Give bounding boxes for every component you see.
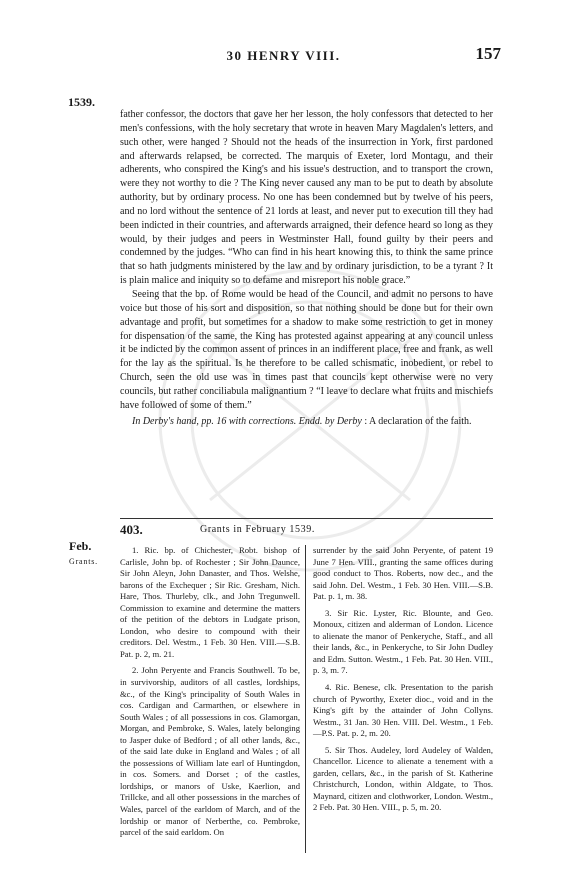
note-endorsement: Endd. by Derby [298,415,362,427]
entry-title: Grants in February 1539. [200,524,315,535]
main-text [120,108,493,428]
page-number: 157 [475,44,501,63]
grant-entry: 4. Ric. Benese, clk. Presentation to the parish church of Pyworthy, Exeter dioc., void and in the King's gift by the attainder of John Collyns. Westm., 31 Jan. 30 Hen. VIII. Del. Westm., 1 Feb.—P.S. Pat. p. 2, m. 20. [313,682,493,739]
entry-number: 403. [120,522,143,537]
paragraph: Seeing that the bp. of Rome would be head of the Council, and admit no persons to have voice but those of his sort and disposition, so that nothing should be done but for their own advantage and profit, but sometimes for a shadow to make some restriction to get in money for dispensation of the same, the King has protested against appearing at any council unless it be indicted by the common assent of princes in an indifferent place, free and frank, as well for the lay as the spiritual. Is he therefore to be called schismatic, inobedient, or rebel to Church, seen the old use was in times past that councils kept otherwise were no very councils, but rather conciliabula malignantium ? “I leave to declare what fruits and mischiefs have followed of some of them.” [120,288,493,411]
grant-entry: 2. John Peryente and Francis Southwell. To be, in survivorship, auditors of all castles, lordships, &c., of the King's principality of South Wales in cos. Cardigan and Carmarthen, or elsewhere in South Wales ; of all possessions in cos. Glamorgan, Morgan, and Pembroke, S. Wales, lately belonging to Jasper duke of Bedford ; of all other lands, &c., of the said late duke in England and Wales ; of all the possessions of William late earl of Huntingdon, in cos. Somers. and Dorset ; of the castles, lordships, or manors of Uske, Kaerlion, and Trillcke, and all other possessions in the marches of Wales, parcel of the earldom of March, and of the lordship or manor of Nerberthe, co. Pembroke, parcel of the said earldom. On [120,665,300,838]
column-divider [305,545,306,853]
grants-column-left [120,545,300,844]
running-head: 30 HENRY VIII. [226,48,341,63]
grant-entry: 1. Ric. bp. of Chichester, Robt. bishop of Carlisle, John bp. of Rochester ; Sir John Daunce, Sir John Aleyn, John Danaster, and Thos. Welshe, barons of the Exchequer ; Sir Ric. Gresham, Nich. Hare, Thos. Thurleby, clk., and John Tregunwell. Commission to examine and determine the matters of the petition of the debtors in Ludgate prison, London, who desire to compound with their creditors. Del. Westm., 1 Feb. 30 Hen. VIII.—S.B. Pat. p. 2, m. 21. [120,545,300,659]
grant-entry-continued: surrender by the said John Peryente, of patent 19 June 7 Hen. VIII., granting the same offices during good conduct to Thos. Roberts, now dec., and the said John. Del. Westm., 1 Feb. 30 Hen. VIII.—S.B. Pat. p. 1, m. 38. [313,545,493,602]
grants-column-right [313,545,493,819]
margin-year: 1539. [68,95,95,109]
margin-month: Feb. [69,539,92,553]
margin-section-label: Grants. [69,557,98,566]
grant-entry: 3. Sir Ric. Lyster, Ric. Blounte, and Geo. Monoux, citizen and alderman of London. Licence to alienate the manor of Penkeryche, Staff., and all their lands, &c., in Penkeryche, to Sir John Dudley and Edm. Sutton. Westm., 1 Feb. Pat. 30 Hen. VIII., p. 3, m. 7. [313,607,493,676]
grant-entry: 5. Sir Thos. Audeley, lord Audeley of Walden, Chancellor. Licence to alienate a tenement with a garden, cellars, &c., in the parish of St. Katherine Christchurch, London, within Aldgate, to Thos. Maynard, citizen and clothworker, London. Westm., 2 Feb. Pat. 30 Hen. VIII., p. 5, m. 20. [313,744,493,813]
section-rule [120,518,493,519]
note-rest: : A declaration of the faith. [364,415,472,427]
note-hand: In Derby's hand, pp. 16 with corrections. [132,415,297,427]
paragraph: father confessor, the doctors that gave her her lesson, the holy confessors that detected to her men's confessions, with the holy secretary that wrote in heaven Mary Magdalen's letters, and such other, were hanged ? Should not the heads of the insurrection in York, first pardoned and afterwards relapsed, be corrected. The marquis of Exeter, lord Montagu, and their adherents, who conspired the King's and his issue's destruction, and to transport the crown, were they not worthy to die ? The King never caused any man to be put to death by absolute authority, but by ordinary process. No one has been condemned but by twelve of his peers, and no lord without the sentence of 21 lords at least, and never put to execution till they had been indicted in their countries, and afterwards arraigned, their defence heard so long as they would, by their judges and peers in Westminster Hall, found guilty by their peers and condemned by the judges. “Who can find in his heart knowing this, to think the same prince that so hath judgments ministered by the law and by ordinary jurisdiction, to be a tyrant ? It is plain malice and iniquity so to defame and misreport his noble grace.” [120,109,493,287]
document-note [120,415,493,429]
